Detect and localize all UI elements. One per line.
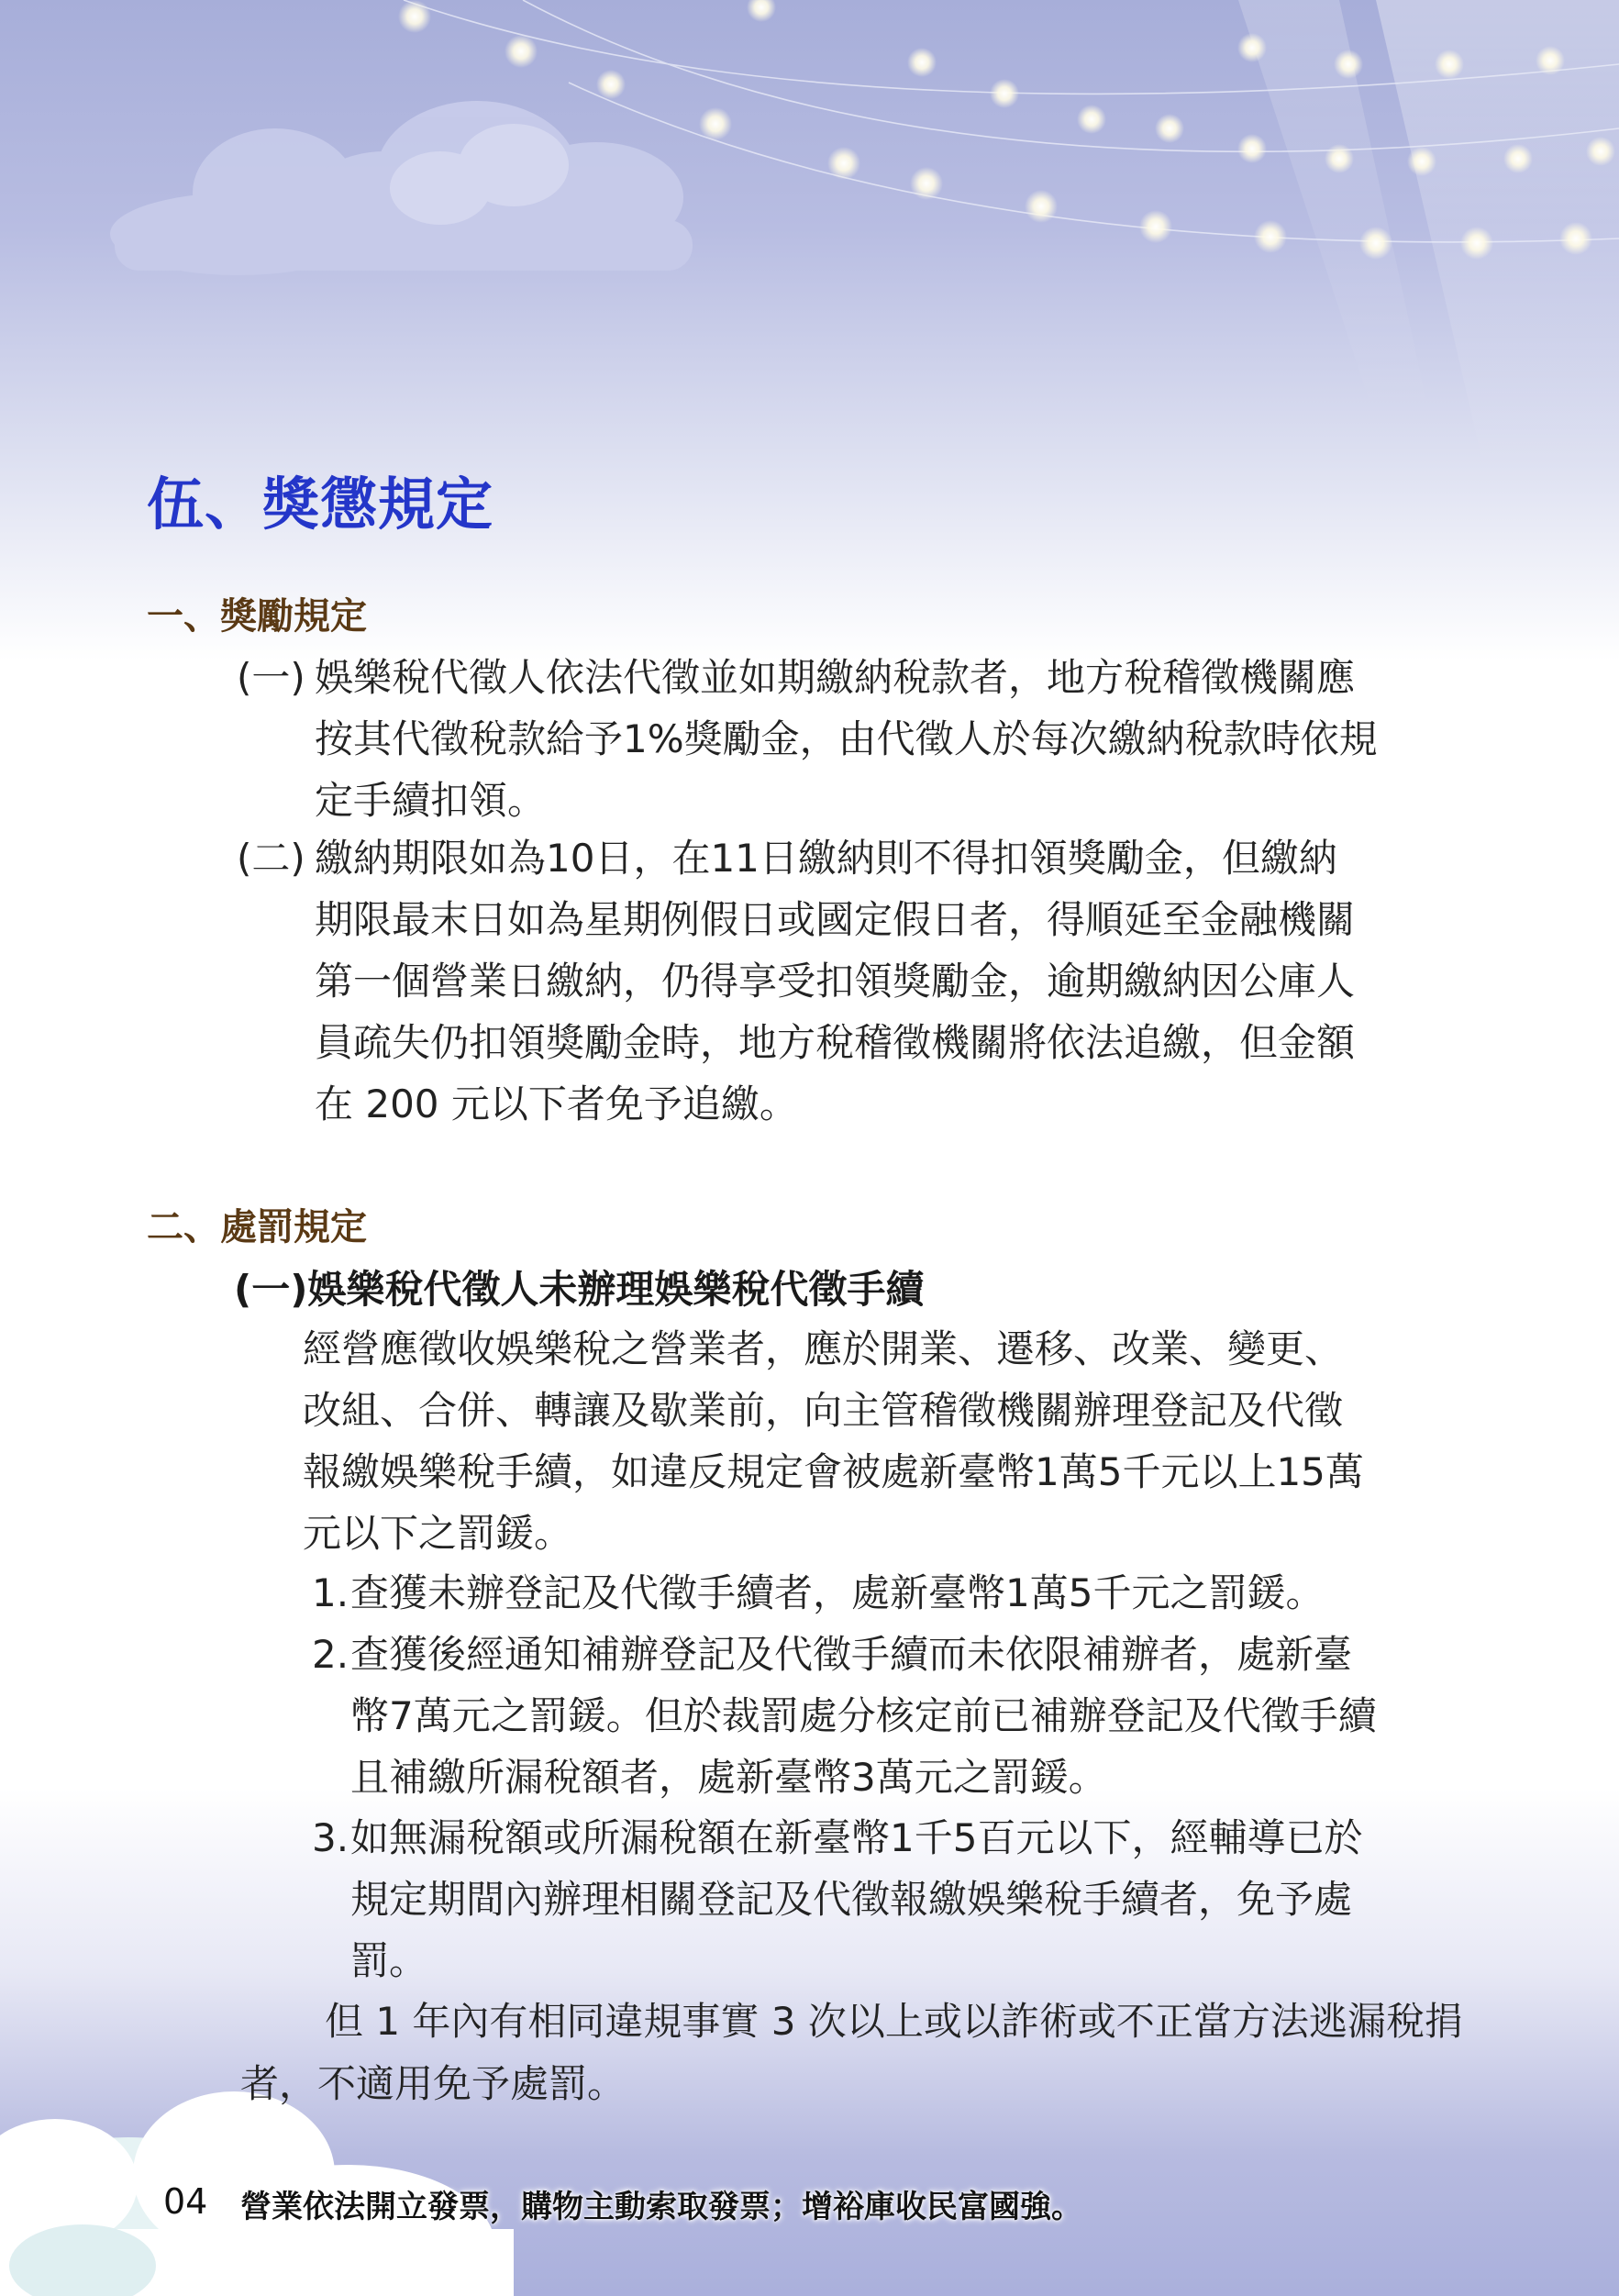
text-line: 報繳娛樂稅手續，如違反規定會被處新臺幣1萬5千元以上15萬 xyxy=(303,1449,1364,1494)
text-line: 在 200 元以下者免予追繳。 xyxy=(315,1081,798,1126)
section1-heading: 一、獎勵規定 xyxy=(147,595,367,638)
text-line: 罰。 xyxy=(350,1938,428,1983)
text-line: 期限最末日如為星期例假日或國定假日者，得順延至金融機關 xyxy=(315,897,1356,942)
text-line: 如無漏稅額或所漏稅額在新臺幣1千5百元以下，經輔導已於 xyxy=(350,1815,1363,1860)
point-number: 3. xyxy=(312,1815,349,1860)
footer-slogan: 營業依法開立發票，購物主動索取發票；增裕庫收民富國強。 xyxy=(240,2189,1082,2225)
text-line: 員疏失仍扣領獎勵金時，地方稅稽徵機關將依法追繳，但金額 xyxy=(315,1020,1356,1065)
text-line: 定手續扣領。 xyxy=(315,778,547,823)
section2-item-title: (一)娛樂稅代徵人未辦理娛樂稅代徵手續 xyxy=(234,1267,925,1312)
text-line: 查獲後經通知補辦登記及代徵手續而未依限補辦者，處新臺 xyxy=(350,1632,1353,1677)
text-line: 繳納期限如為10日，在11日繳納則不得扣領獎勵金，但繳納 xyxy=(315,836,1337,881)
text-line: 娛樂稅代徵人依法代徵並如期繳納稅款者，地方稅稽徵機關應 xyxy=(315,655,1356,700)
text-line: 經營應徵收娛樂稅之營業者，應於開業、遷移、改業、變更、 xyxy=(303,1326,1344,1371)
text-line: 元以下之罰鍰。 xyxy=(303,1511,573,1556)
closing-paragraph: 但 1 年內有相同違規事實 3 次以上或以詐術或不正當方法逃漏稅捐者，不適用免予處罰。 xyxy=(240,1999,1463,2106)
point-number: 2. xyxy=(312,1632,349,1677)
text-line: 按其代徵稅款給予1%獎勵金，由代徵人於每次繳納稅款時依規 xyxy=(315,716,1378,761)
text-line: 規定期間內辦理相關登記及代徵報繳娛樂稅手續者，免予處 xyxy=(350,1877,1353,1922)
text-line: 查獲未辦登記及代徵手續者，處新臺幣1萬5千元之罰鍰。 xyxy=(350,1570,1325,1615)
text-line: 改組、合併、轉讓及歇業前，向主管稽徵機關辦理登記及代徵 xyxy=(303,1388,1344,1433)
page-title: 伍、獎懲規定 xyxy=(147,471,494,538)
section2-heading: 二、處罰規定 xyxy=(147,1206,367,1248)
text-line: 第一個營業日繳納，仍得享受扣領獎勵金，逾期繳納因公庫人 xyxy=(315,959,1356,1004)
item-number: (二) xyxy=(237,836,305,881)
section2-intro xyxy=(303,1318,1477,1564)
item-number: (一) xyxy=(237,655,305,700)
point-number: 1. xyxy=(312,1570,349,1615)
page-number: 04 xyxy=(163,2181,208,2222)
text-line: 幣7萬元之罰鍰。但於裁罰處分核定前已補辦登記及代徵手續 xyxy=(350,1693,1377,1738)
text-line: 且補繳所漏稅額者，處新臺幣3萬元之罰鍰。 xyxy=(350,1755,1107,1800)
